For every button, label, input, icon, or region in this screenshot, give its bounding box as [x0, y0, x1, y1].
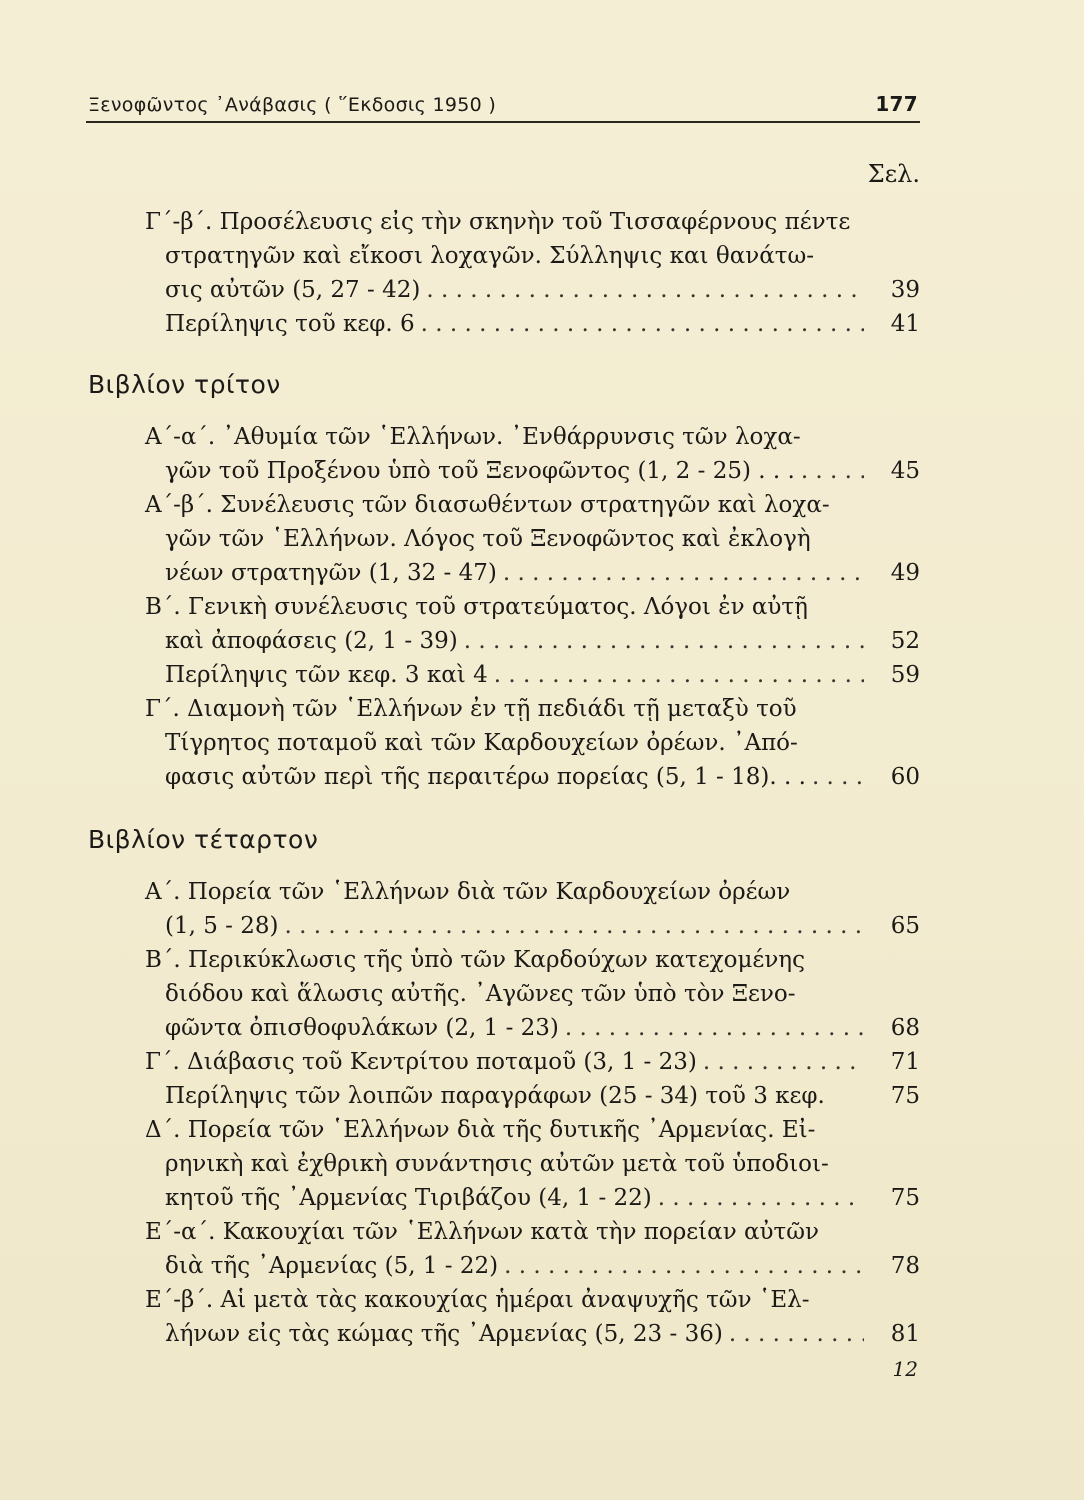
toc-entry-last-line — [145, 658, 920, 692]
dot-leader — [504, 1249, 864, 1283]
toc-entry-line — [145, 875, 920, 909]
toc-entry-last-line — [145, 1317, 920, 1351]
toc-entry — [145, 692, 920, 794]
toc-entry-last-line — [145, 273, 920, 307]
toc-entry-text: γῶν τοῦ Προξένου ὑπὸ τοῦ Ξενοφῶντος (1, 2 - 25) . . . — [165, 458, 795, 484]
toc-entry — [145, 420, 920, 488]
toc-entry-page: 81 — [890, 1321, 920, 1347]
toc-entry-text: Α΄-α΄. ᾿Αθυμία τῶν ῾Ελλήνων. ᾿Ενθάρρυνσις τῶν λοχα- — [145, 424, 801, 450]
toc-block-top — [145, 205, 920, 341]
dot-leader — [703, 1045, 864, 1079]
toc-entry-text: Τίγρητος ποταμοῦ καὶ τῶν Καρδουχείων ὀρέων. ᾿Από- — [165, 730, 798, 756]
toc-entry-text: διὰ τῆς ᾿Αρμενίας (5, 1 - 22) — [165, 1253, 499, 1279]
dot-leader — [658, 1181, 864, 1215]
toc-entry-text: Περίληψις τῶν λοιπῶν παραγράφων (25 - 34) τοῦ 3 κεφ. — [165, 1083, 825, 1109]
dot-leader — [426, 273, 864, 307]
page-number: 177 — [875, 92, 918, 116]
toc-entry-last-line — [145, 1045, 920, 1079]
toc-entry-line — [145, 943, 920, 977]
toc-entry-text: Α΄. Πορεία τῶν ῾Ελλήνων διὰ τῶν Καρδουχείων ὀρέων — [145, 879, 791, 905]
toc-entry-line — [145, 239, 920, 273]
toc-entry-line — [145, 977, 920, 1011]
dot-leader — [729, 1317, 864, 1351]
toc-entry-page: 60 — [890, 764, 920, 790]
toc-entry-page: 52 — [890, 628, 920, 654]
toc-entry — [145, 1079, 920, 1113]
toc-entry-page: 75 — [890, 1083, 920, 1109]
toc-entry-line — [145, 692, 920, 726]
toc-entry-text: λήνων εἰς τὰς κώμας τῆς ᾿Αρμενίας (5, 23 - 36) — [165, 1321, 723, 1347]
section-heading-book-4: Βιβλίον τέταρτον — [88, 825, 319, 854]
toc-entry-text: Γ΄. Διαμονὴ τῶν ῾Ελλήνων ἐν τῇ πεδιάδι τῇ μεταξὺ τοῦ — [145, 696, 797, 722]
toc-entry-line — [145, 488, 920, 522]
toc-entry-text: στρατηγῶν καὶ εἴκοσι λοχαγῶν. Σύλληψις και θανάτω- — [165, 243, 814, 269]
toc-entry-last-line — [145, 1011, 920, 1045]
dot-leader — [421, 307, 864, 341]
toc-entry-page: 39 — [890, 277, 920, 303]
toc-entry-text: Ε΄-β΄. Αἱ μετὰ τὰς κακουχίας ἡμέραι ἀναψυχῆς τῶν ῾Ελ- — [145, 1287, 810, 1313]
toc-entry-last-line — [145, 556, 920, 590]
toc-entry-line — [145, 1283, 920, 1317]
toc-entry — [145, 205, 920, 307]
toc-entry-text: Β΄. Γενικὴ συνέλευσις τοῦ στρατεύματος. Λόγοι ἐν αὐτῇ — [145, 594, 808, 620]
toc-entry-text: Γ΄. Διάβασις τοῦ Κεντρίτου ποταμοῦ (3, 1 - 23) — [145, 1049, 697, 1075]
toc-entry-last-line — [145, 760, 920, 794]
toc-entry-line — [145, 726, 920, 760]
toc-entry-line — [145, 1215, 920, 1249]
toc-entry-page: 75 — [890, 1185, 920, 1211]
toc-entry-text: γῶν τῶν ῾Ελλήνων. Λόγος τοῦ Ξενοφῶντος καὶ ἐκλογὴ — [165, 526, 811, 552]
toc-entry-text: (1, 5 - 28) — [165, 913, 279, 939]
toc-entry-line — [145, 590, 920, 624]
section-heading-book-3: Βιβλίον τρίτον — [88, 370, 281, 399]
toc-entry-page: 78 — [890, 1253, 920, 1279]
toc-entry-line — [145, 1113, 920, 1147]
toc-entry — [145, 943, 920, 1045]
toc-entry-text: φασις αὐτῶν περὶ τῆς περαιτέρω πορείας (5, 1 - 18). . . — [165, 764, 806, 790]
toc-entry — [145, 875, 920, 943]
toc-entry-text: Περίληψις τῶν κεφ. 3 καὶ 4 — [165, 662, 488, 688]
toc-entry-text: Β΄. Περικύκλωσις τῆς ὑπὸ τῶν Καρδούχων κατεχομένης — [145, 947, 805, 973]
toc-entry-page: 45 — [890, 458, 920, 484]
toc-entry-page: 68 — [890, 1015, 920, 1041]
toc-entry-text: κητοῦ τῆς ᾿Αρμενίας Τιριβάζου (4, 1 - 22) — [165, 1185, 652, 1211]
dot-leader — [565, 1011, 864, 1045]
toc-entry-text: σις αὐτῶν (5, 27 - 42) — [165, 277, 421, 303]
toc-entry — [145, 1045, 920, 1079]
signature-mark: 12 — [892, 1357, 918, 1381]
dot-leader — [494, 658, 864, 692]
toc-entry-line — [145, 205, 920, 239]
toc-entry-line — [145, 1147, 920, 1181]
toc-entry-page: 71 — [890, 1049, 920, 1075]
dot-leader — [801, 454, 864, 488]
toc-entry-last-line — [145, 1249, 920, 1283]
dot-leader — [285, 909, 865, 943]
toc-entry-text: φῶντα ὀπισθοφυλάκων (2, 1 - 23) — [165, 1015, 559, 1041]
toc-entry-text: Ε΄-α΄. Κακουχίαι τῶν ῾Ελλήνων κατὰ τὴν πορείαν αὐτῶν — [145, 1219, 819, 1245]
toc-entry-page: 59 — [890, 662, 920, 688]
toc-entry-text: καὶ ἀποφάσεις (2, 1 - 39) — [165, 628, 458, 654]
running-header — [88, 92, 918, 116]
toc-entry-line — [145, 522, 920, 556]
page-column-label: Σελ. — [867, 160, 920, 188]
toc-entry-last-line — [145, 624, 920, 658]
toc-block-book-3 — [145, 420, 920, 794]
header-rule — [86, 121, 920, 123]
toc-entry — [145, 307, 920, 341]
toc-block-book-4 — [145, 875, 920, 1351]
toc-entry-text: Περίληψις τοῦ κεφ. 6 — [165, 311, 415, 337]
toc-entry — [145, 658, 920, 692]
toc-entry-text: ρηνικὴ καὶ ἐχθρικὴ συνάντησις αὐτῶν μετὰ τοῦ ὑποδιοι- — [165, 1151, 829, 1177]
toc-entry — [145, 1113, 920, 1215]
toc-entry — [145, 1215, 920, 1283]
running-title: Ξενοφῶντος ᾿Ανάβασις ( ῞Εκδοσις 1950 ) — [88, 94, 497, 116]
toc-entry-line — [145, 420, 920, 454]
toc-entry-page: 41 — [890, 311, 920, 337]
toc-entry-last-line — [145, 1079, 920, 1113]
dot-leader — [464, 624, 864, 658]
toc-entry-last-line — [145, 909, 920, 943]
toc-entry-last-line — [145, 1181, 920, 1215]
toc-entry-text: διόδου καὶ ἅλωσις αὐτῆς. ᾿Αγῶνες τῶν ὑπὸ τὸν Ξενο- — [165, 981, 796, 1007]
toc-entry-last-line — [145, 307, 920, 341]
toc-entry-text: νέων στρατηγῶν (1, 32 - 47) — [165, 560, 497, 586]
dot-leader — [812, 760, 864, 794]
toc-entry — [145, 1283, 920, 1351]
toc-entry-text: Γ΄-β΄. Προσέλευσις εἰς τὴν σκηνὴν τοῦ Τισσαφέρνους πέντε — [145, 209, 851, 235]
toc-entry — [145, 590, 920, 658]
toc-entry-page: 49 — [890, 560, 920, 586]
toc-entry-page: 65 — [890, 913, 920, 939]
toc-entry — [145, 488, 920, 590]
toc-entry-text: Α΄-β΄. Συνέλευσις τῶν διασωθέντων στρατηγῶν καὶ λοχα- — [145, 492, 830, 518]
toc-entry-last-line — [145, 454, 920, 488]
dot-leader — [503, 556, 864, 590]
toc-entry-text: Δ΄. Πορεία τῶν ῾Ελλήνων διὰ τῆς δυτικῆς ᾿Αρμενίας. Εἰ- — [145, 1117, 816, 1143]
